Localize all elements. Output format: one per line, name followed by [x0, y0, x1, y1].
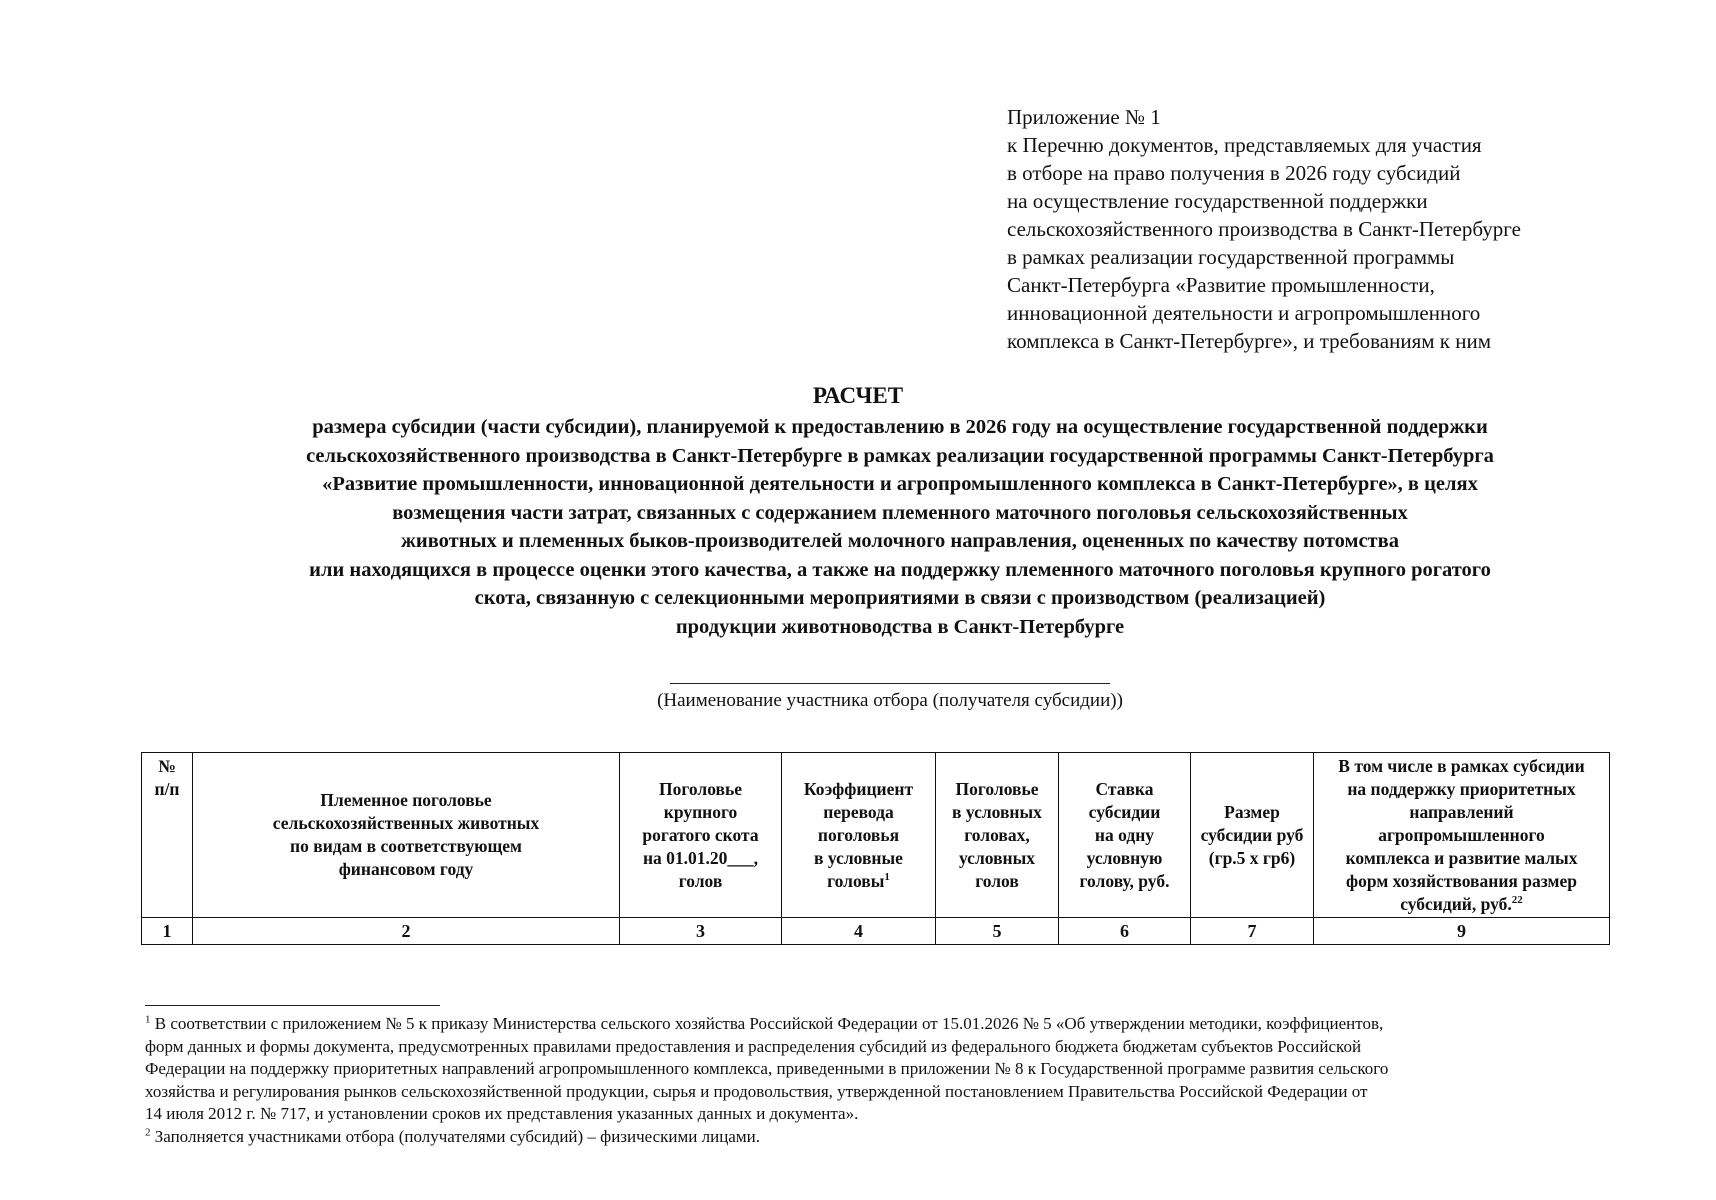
- header-priority-subsidy: В том числе в рамках субсидии на поддержку приоритетных направлений агропромышленного комплекса и развитие малых форм хозяйствования размер субсидий, руб.$^{22}$: [1314, 753, 1610, 918]
- appendix-block: [1007, 103, 1647, 355]
- footnote-divider: [145, 1005, 440, 1006]
- column-number-cell: 5: [936, 918, 1059, 945]
- appendix-line: в рамках реализации государственной программы: [1007, 245, 1455, 269]
- header-conditional-heads: Поголовье в условных головах, условных голов: [936, 753, 1059, 918]
- header-number: № п/п: [142, 753, 193, 918]
- footnotes: [145, 1013, 1645, 1148]
- header-conversion-coefficient: Коэффициент перевода поголовья в условные головы$^1$: [782, 753, 936, 918]
- table-header-row: [142, 753, 1610, 918]
- column-number-cell: 4: [782, 918, 936, 945]
- appendix-line: на осуществление государственной поддержки: [1007, 189, 1428, 213]
- footnote-ref-2[interactable]: 22: [1511, 893, 1523, 906]
- column-number-cell: 1: [142, 918, 193, 945]
- header-subsidy-rate: Ставка субсидии на одну условную голову, руб.: [1059, 753, 1191, 918]
- participant-name-blank[interactable]: [670, 683, 1110, 684]
- appendix-line: Санкт-Петербурга «Развитие промышленности,: [1007, 273, 1435, 297]
- appendix-line: к Перечню документов, представляемых для участия: [1007, 133, 1482, 157]
- document-title: РАСЧЕТ: [812, 383, 904, 408]
- header-livestock: Племенное поголовье сельскохозяйственных животных по видам в соответствующем финансовом году: [193, 753, 620, 918]
- subtitle-line: животных и племенных быков-производителей молочного направления, оцененных по качеству потомства: [401, 530, 1399, 552]
- header-subsidy-amount: Размер субсидии руб (гр.5 х гр6): [1191, 753, 1314, 918]
- subtitle-line: возмещения части затрат, связанных с содержанием племенного маточного поголовья сельскохозяйственных: [392, 501, 1408, 524]
- footnote-mark: 1: [145, 1013, 151, 1026]
- footnote-2: $^2$ Заполняется участниками отбора (получателями субсидий) – физическими лицами.: [145, 1125, 760, 1146]
- participant-caption: (Наименование участника отбора (получателя субсидии)): [657, 690, 1123, 711]
- footnote-ref-1[interactable]: 1: [884, 870, 890, 883]
- column-number-cell: 6: [1059, 918, 1191, 945]
- subtitle-line: продукции животноводства в Санкт-Петербурге: [675, 615, 1125, 638]
- footnote-1: $^1$ В соответствии с приложением № 5 к приказу Министерства сельского хозяйства Российской Федерации от 15.01.2026 № 5 «Об утверждении методики, коэффициентов, форм данных и формы документа, предусмотренных правилами предоставления и распределения субсидий из федерального бюджета бюджетам субъектов Российской Федерации на поддержку приоритетных направлений агропромышленного комплекса, приведенными в приложении № 8 к Государственной программе развития сельского хозяйства и регулирования рынков сельскохозяйственной продукции, сырья и продовольствия, утвержденной постановлением Правительства Российской Федерации от 14 июля 2012 г. № 717, и установлении сроков их представления указанных данных и документа».: [145, 1013, 1389, 1123]
- subtitle-line: сельскохозяйственного производства в Санкт-Петербурге в рамках реализации государственной программы Санкт-Петербурга: [306, 444, 1494, 467]
- subtitle-line: или находящихся в процессе оценки этого качества, а также на поддержку племенного маточного поголовья крупного рогатого: [309, 558, 1491, 581]
- appendix-line: в отборе на право получения в 2026 году субсидий: [1007, 161, 1461, 185]
- column-number-cell: 9: [1314, 918, 1610, 945]
- appendix-line: Приложение № 1: [1007, 105, 1161, 129]
- column-number-cell: 3: [620, 918, 782, 945]
- subtitle-line: «Развитие промышленности, инновационной деятельности и агропромышленного комплекса в Санкт-Петербурге», в целях: [322, 473, 1478, 495]
- column-number-cell: 2: [193, 918, 620, 945]
- subtitle-line: размера субсидии (части субсидии), планируемой к предоставлению в 2026 году на осуществление государственной поддержки: [312, 416, 1488, 438]
- footnote-mark: 2: [145, 1125, 151, 1138]
- table-row: [142, 918, 1610, 945]
- column-number-cell: 7: [1191, 918, 1314, 945]
- subtitle-line: скота, связанную с селекционными мероприятиями в связи с производством (реализацией): [474, 587, 1326, 609]
- appendix-line: сельскохозяйственного производства в Санкт-Петербурге: [1007, 217, 1521, 241]
- header-cattle-count: Поголовье крупного рогатого скота на 01.01.20___, голов: [620, 753, 782, 918]
- appendix-line: комплекса в Санкт-Петербурге», и требованиям к ним: [1007, 329, 1492, 353]
- appendix-line: инновационной деятельности и агропромышленного: [1007, 301, 1481, 325]
- document-subtitle: [150, 413, 1650, 641]
- subsidy-calculation-table: [141, 752, 1610, 945]
